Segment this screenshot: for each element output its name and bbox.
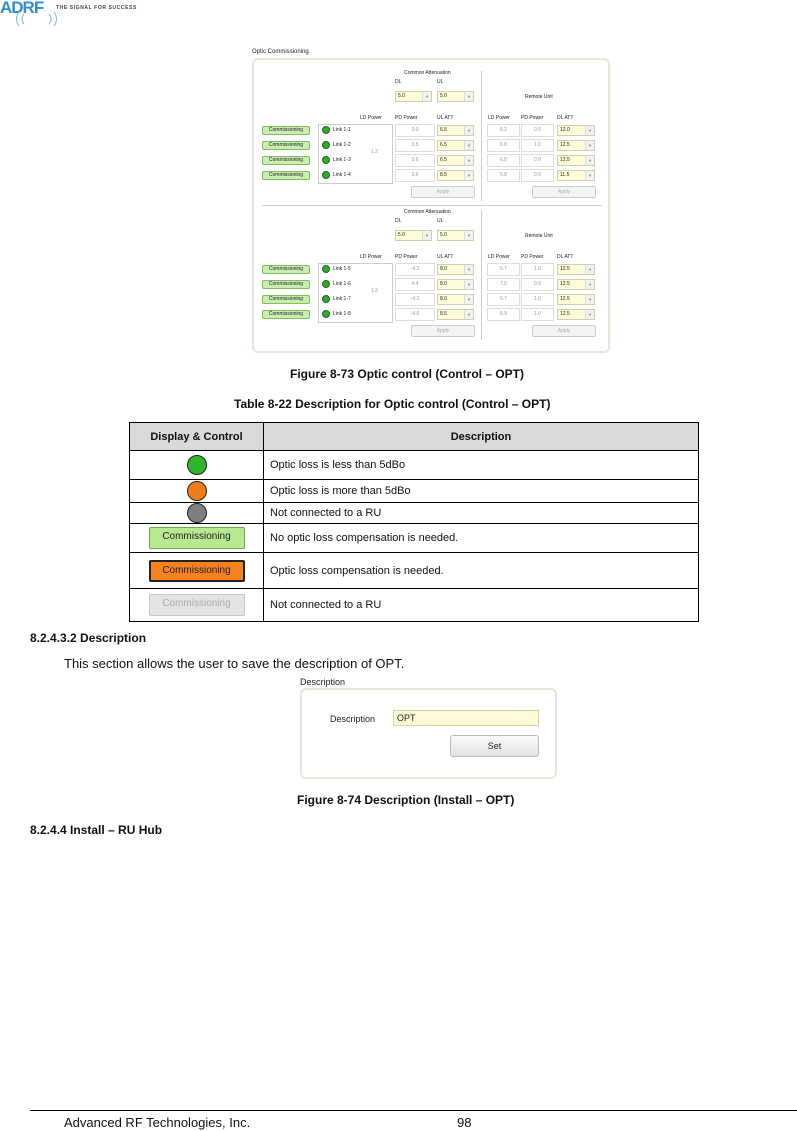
- row-description: Not connected to a RU: [264, 589, 699, 622]
- chevron-down-icon: ▼: [464, 310, 473, 319]
- ru-ld-power-value: 6.2: [487, 124, 520, 137]
- dl-att-select[interactable]: [557, 125, 595, 136]
- select-value: 6.5: [440, 142, 447, 148]
- ru-pd-power-value: 0.9: [521, 154, 554, 167]
- ru-pd-power-value: 1.0: [521, 263, 554, 276]
- ul-label: UL: [437, 79, 444, 85]
- link-label: Link 1-4: [333, 172, 351, 178]
- common-dl-select[interactable]: [395, 230, 432, 241]
- next-section-heading: 8.2.4.4 Install – RU Hub: [30, 823, 163, 837]
- chevron-down-icon: ▼: [585, 171, 594, 180]
- link-label: Link 1-5: [333, 266, 351, 272]
- chevron-down-icon: ▼: [464, 280, 473, 289]
- dl-att-select[interactable]: [557, 170, 595, 181]
- select-value: 6.5: [440, 157, 447, 163]
- select-value: 12.5: [560, 296, 570, 302]
- adrf-logo: [0, 0, 150, 28]
- ru-ld-power-value: 6.8: [487, 154, 520, 167]
- description-panel: [300, 677, 557, 779]
- dl-att-select[interactable]: [557, 155, 595, 166]
- common-ul-select[interactable]: [437, 91, 474, 102]
- ul-att-select[interactable]: [437, 309, 474, 320]
- ru-ld-power-value: 6.9: [487, 308, 520, 321]
- figure-73-caption: Figure 8-73 Optic control (Control – OPT): [290, 367, 525, 381]
- desc-field-label: Description: [330, 714, 376, 724]
- select-value: 5.0: [398, 232, 405, 238]
- table-caption: Table 8-22 Description for Optic control (Control – OPT): [234, 397, 551, 411]
- description-table: [129, 422, 699, 622]
- row-description: Optic loss is more than 5dBo: [264, 480, 699, 503]
- dl-att-select[interactable]: [557, 294, 595, 305]
- section-heading: 8.2.4.3.2 Description: [30, 631, 147, 645]
- panel-title: Optic Commissioning: [252, 49, 309, 55]
- ld-power-value: 1.2: [371, 288, 378, 294]
- col-pd-power: PD Power: [395, 254, 418, 260]
- column-divider: [481, 71, 482, 201]
- ru-pd-power-value: 0.5: [521, 169, 554, 182]
- green-status-dot-icon: [322, 171, 330, 179]
- chevron-down-icon: ▼: [585, 156, 594, 165]
- chevron-down-icon: ▼: [464, 295, 473, 304]
- select-value: 8.5: [440, 172, 447, 178]
- apply-button[interactable]: Apply: [411, 325, 475, 337]
- chevron-down-icon: ▼: [464, 141, 473, 150]
- ru-pd-power-value: 1.0: [521, 139, 554, 152]
- ru-col-dl-att: DL ATT: [557, 115, 574, 121]
- column-divider: [481, 210, 482, 340]
- orange-dot-icon: [187, 481, 207, 501]
- commissioning-button[interactable]: Commissioning: [262, 171, 310, 180]
- commissioning-button[interactable]: Commissioning: [262, 310, 310, 319]
- chevron-down-icon: ▼: [464, 156, 473, 165]
- green-status-dot-icon: [322, 280, 330, 288]
- select-value: 12.5: [560, 266, 570, 272]
- select-value: 6.5: [440, 127, 447, 133]
- ru-col-pd-power: PD Power: [521, 254, 544, 260]
- chevron-down-icon: ▼: [464, 265, 473, 274]
- green-status-dot-icon: [322, 126, 330, 134]
- green-status-dot-icon: [322, 265, 330, 273]
- chevron-down-icon: ▼: [464, 231, 473, 240]
- ld-power-value: 1.2: [371, 149, 378, 155]
- chevron-down-icon: ▼: [585, 265, 594, 274]
- dl-label: DL: [395, 218, 402, 224]
- set-button[interactable]: Set: [450, 735, 539, 757]
- ru-col-dl-att: DL ATT: [557, 254, 574, 260]
- commissioning-button[interactable]: Commissioning: [262, 141, 310, 150]
- select-value: 8.5: [440, 311, 447, 317]
- commissioning-button[interactable]: Commissioning: [262, 126, 310, 135]
- select-value: 12.5: [560, 311, 570, 317]
- ul-att-select[interactable]: [437, 140, 474, 151]
- footer-company: Advanced RF Technologies, Inc.: [64, 1115, 251, 1130]
- green-dot-icon: [187, 455, 207, 475]
- select-value: 5.0: [440, 93, 447, 99]
- common-ul-select[interactable]: [437, 230, 474, 241]
- dl-att-select[interactable]: [557, 140, 595, 151]
- pd-power-value: 3.5: [395, 139, 435, 152]
- chevron-down-icon: ▼: [422, 92, 431, 101]
- logo-tagline: THE SIGNAL FOR SUCCESS: [56, 5, 137, 11]
- chevron-down-icon: ▼: [585, 310, 594, 319]
- dl-att-select[interactable]: [557, 264, 595, 275]
- ru-apply-button[interactable]: Apply: [532, 186, 596, 198]
- chevron-down-icon: ▼: [422, 231, 431, 240]
- gray-dot-icon: [187, 503, 207, 523]
- chevron-down-icon: ▼: [585, 126, 594, 135]
- table-header-display: Display & Control: [130, 423, 264, 451]
- link-label: Link 1-8: [333, 311, 351, 317]
- pd-power-value: 4.4: [395, 278, 435, 291]
- ru-ld-power-value: 6.8: [487, 139, 520, 152]
- apply-button[interactable]: Apply: [411, 186, 475, 198]
- commissioning-button[interactable]: Commissioning: [262, 280, 310, 289]
- footer-page-number: 98: [457, 1115, 472, 1130]
- ul-att-select[interactable]: [437, 125, 474, 136]
- row-description: Not connected to a RU: [264, 503, 699, 524]
- ru-ld-power-value: 5.8: [487, 169, 520, 182]
- chevron-down-icon: ▼: [464, 171, 473, 180]
- ru-ld-power-value: 7.0: [487, 278, 520, 291]
- link-label: Link 1-3: [333, 157, 351, 163]
- signal-waves-icon: [14, 10, 64, 28]
- select-value: 8.0: [440, 296, 447, 302]
- pd-power-value: 3.6: [395, 154, 435, 167]
- col-pd-power: PD Power: [395, 115, 418, 121]
- commissioning-button[interactable]: Commissioning: [262, 295, 310, 304]
- remote-unit-label: Remote Unit: [525, 233, 553, 239]
- ru-pd-power-value: 1.0: [521, 308, 554, 321]
- link-label: Link 1-7: [333, 296, 351, 302]
- select-value: 5.0: [398, 93, 405, 99]
- col-ul-att: UL ATT: [437, 254, 454, 260]
- table-row: [130, 480, 699, 503]
- ul-att-select[interactable]: [437, 264, 474, 275]
- ru-ld-power-value: 6.7: [487, 293, 520, 306]
- table-row: [130, 524, 699, 553]
- pd-power-value: -4.3: [395, 263, 435, 276]
- green-status-dot-icon: [322, 310, 330, 318]
- remote-unit-label: Remote Unit: [525, 94, 553, 100]
- select-value: 12.5: [560, 142, 570, 148]
- col-ld-power: LD Power: [360, 254, 382, 260]
- common-attenuation-label: Common Attenuation: [404, 70, 451, 76]
- green-status-dot-icon: [322, 141, 330, 149]
- common-dl-select[interactable]: [395, 91, 432, 102]
- ul-att-select[interactable]: [437, 279, 474, 290]
- chevron-down-icon: ▼: [464, 92, 473, 101]
- ru-pd-power-value: 0.9: [521, 278, 554, 291]
- table-header-description: Description: [264, 423, 699, 451]
- select-value: 12.5: [560, 157, 570, 163]
- table-row: [130, 503, 699, 524]
- section-body: This section allows the user to save the description of OPT.: [64, 656, 405, 671]
- commissioning-gray-button: Commissioning: [149, 594, 245, 616]
- select-value: 12.0: [560, 127, 570, 133]
- table-row: [130, 451, 699, 480]
- table-row: [130, 553, 699, 589]
- commissioning-green-button: Commissioning: [149, 527, 245, 549]
- ru-apply-button[interactable]: Apply: [532, 325, 596, 337]
- description-input[interactable]: OPT: [393, 710, 539, 726]
- select-value: 12.5: [560, 281, 570, 287]
- link-label: Link 1-1: [333, 127, 351, 133]
- dl-att-select[interactable]: [557, 279, 595, 290]
- dl-label: DL: [395, 79, 402, 85]
- figure-74-caption: Figure 8-74 Description (Install – OPT): [297, 793, 515, 807]
- ru-col-ld-power: LD Power: [488, 254, 510, 260]
- common-attenuation-label: Common Attenuation: [404, 209, 451, 215]
- table-row: [130, 589, 699, 622]
- row-description: Optic loss compensation is needed.: [264, 553, 699, 589]
- pd-power-value: 3.6: [395, 169, 435, 182]
- green-status-dot-icon: [322, 295, 330, 303]
- desc-panel-title: Description: [300, 677, 346, 687]
- commissioning-orange-button: Commissioning: [149, 560, 245, 582]
- dl-att-select[interactable]: [557, 309, 595, 320]
- group-divider: [262, 205, 602, 206]
- row-description: Optic loss is less than 5dBo: [264, 451, 699, 480]
- footer-divider: [30, 1110, 797, 1111]
- logo-brand: ADRF: [0, 0, 44, 17]
- select-value: 8.0: [440, 281, 447, 287]
- chevron-down-icon: ▼: [585, 141, 594, 150]
- ul-att-select[interactable]: [437, 155, 474, 166]
- pd-power-value: -4.3: [395, 293, 435, 306]
- select-value: 5.0: [440, 232, 447, 238]
- link-label: Link 1-2: [333, 142, 351, 148]
- select-value: 8.0: [440, 266, 447, 272]
- ul-att-select[interactable]: [437, 294, 474, 305]
- ru-ld-power-value: 6.7: [487, 263, 520, 276]
- green-status-dot-icon: [322, 156, 330, 164]
- row-description: No optic loss compensation is needed.: [264, 524, 699, 553]
- chevron-down-icon: ▼: [585, 295, 594, 304]
- ru-pd-power-value: 1.0: [521, 293, 554, 306]
- ul-att-select[interactable]: [437, 170, 474, 181]
- chevron-down-icon: ▼: [585, 280, 594, 289]
- col-ul-att: UL ATT: [437, 115, 454, 121]
- select-value: 11.5: [560, 172, 570, 178]
- ru-col-ld-power: LD Power: [488, 115, 510, 121]
- pd-power-value: 3.0: [395, 124, 435, 137]
- commissioning-button[interactable]: Commissioning: [262, 265, 310, 274]
- commissioning-button[interactable]: Commissioning: [262, 156, 310, 165]
- col-ld-power: LD Power: [360, 115, 382, 121]
- ul-label: UL: [437, 218, 444, 224]
- pd-power-value: -4.6: [395, 308, 435, 321]
- ru-pd-power-value: 0.6: [521, 124, 554, 137]
- chevron-down-icon: ▼: [464, 126, 473, 135]
- link-label: Link 1-6: [333, 281, 351, 287]
- ru-col-pd-power: PD Power: [521, 115, 544, 121]
